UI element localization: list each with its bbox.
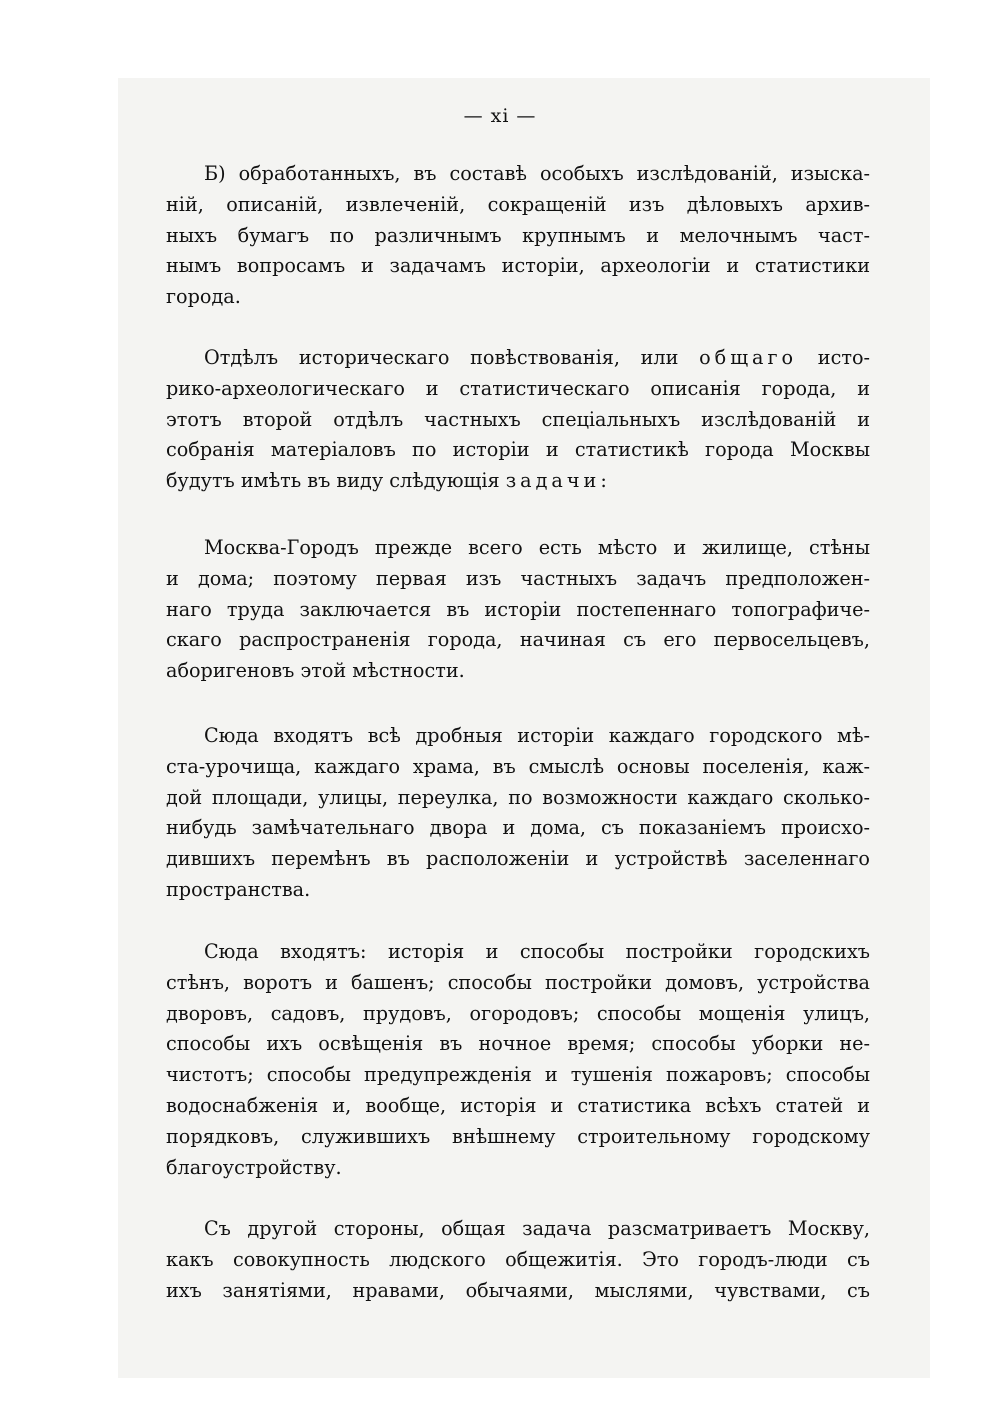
- text-line: Сюда входятъ: исторія и способы постройки городскихъ: [204, 940, 870, 963]
- text-fragment: :: [600, 469, 607, 493]
- text-line: водоснабженія и, вообще, исторія и статистика всѣхъ статей и: [166, 1093, 870, 1117]
- text-line: [166, 343, 870, 374]
- text-line: города.: [166, 285, 241, 309]
- text-line: способы ихъ освѣщенія въ ночное время; способы уборки не-: [166, 1032, 870, 1056]
- paragraph-2: [166, 343, 870, 497]
- text-line: дившихъ перемѣнъ въ расположеніи и устройствѣ заселеннаго: [166, 847, 870, 871]
- text-line: благоустройству.: [166, 1155, 342, 1179]
- paragraph-1: [166, 159, 870, 313]
- text-line: Москва-Городъ прежде всего есть мѣсто и жилище, стѣны: [204, 536, 870, 559]
- text-line: этотъ второй отдѣлъ частныхъ спеціальныхъ изслѣдованій и: [166, 407, 870, 431]
- text-line: Сюда входятъ всѣ дробныя исторіи каждаго городского мѣ-: [204, 724, 870, 747]
- text-line: [166, 466, 870, 497]
- spaced-word: общаго: [699, 346, 798, 369]
- text-line: Съ другой стороны, общая задача разсматриваетъ Москву,: [204, 1217, 870, 1240]
- paragraph-4: [166, 721, 870, 906]
- text-line: дой площади, улицы, переулка, по возможности каждаго сколько-: [166, 785, 870, 809]
- spaced-word: задачи: [505, 469, 601, 493]
- text-fragment: будутъ имѣть въ виду слѣдующія: [166, 469, 506, 493]
- text-line: наго труда заключается въ исторіи постепеннаго топографиче-: [166, 597, 870, 621]
- text-line: какъ совокупность людского общежитія. Это городъ-люди съ: [166, 1247, 870, 1271]
- text-fragment: Отдѣлъ историческаго повѣствованія, или: [204, 346, 700, 369]
- text-line: скаго распространенія города, начиная съ его первосельцевъ,: [166, 628, 870, 652]
- text-line: ихъ занятіями, нравами, обычаями, мыслями, чувствами, съ: [166, 1278, 870, 1302]
- text-line: порядковъ, служившихъ внѣшнему строительному городскому: [166, 1124, 870, 1148]
- text-line: чистотъ; способы предупрежденія и тушенія пожаровъ; способы: [166, 1063, 870, 1087]
- text-line: Б) обработанныхъ, въ составѣ особыхъ изслѣдованій, изыска-: [204, 162, 870, 185]
- text-line: ста-урочища, каждаго храма, въ смыслѣ основы поселенія, каж-: [166, 754, 870, 778]
- text-line: рико-археологическаго и статистическаго описанія города, и: [166, 376, 870, 400]
- text-line: пространства.: [166, 877, 311, 901]
- text-line: ныхъ бумагъ по различнымъ крупнымъ и мелочнымъ част-: [166, 223, 870, 247]
- text-line: дворовъ, садовъ, прудовъ, огородовъ; способы мощенія улицъ,: [166, 1001, 870, 1025]
- page-number: — xi —: [463, 105, 537, 127]
- text-line: ній, описаній, извлеченій, сокращеній изъ дѣловыхъ архив-: [166, 192, 870, 216]
- text-line: аборигеновъ этой мѣстности.: [166, 659, 465, 683]
- text-line: и дома; поэтому первая изъ частныхъ задачъ предположен-: [166, 566, 870, 590]
- paragraph-3: [166, 533, 870, 687]
- text-line: нибудь замѣчательнаго двора и дома, съ показаніемъ происхо-: [166, 816, 870, 840]
- text-fragment: исто-: [797, 346, 870, 369]
- text-line: стѣнъ, воротъ и башенъ; способы постройки домовъ, устройства: [166, 970, 870, 994]
- text-line: собранія матеріаловъ по исторіи и статистикѣ города Москвы: [166, 438, 870, 462]
- paragraph-5: [166, 937, 870, 1183]
- text-line: нымъ вопросамъ и задачамъ исторіи, археологіи и статистики: [166, 254, 870, 278]
- paragraph-6: [166, 1214, 870, 1306]
